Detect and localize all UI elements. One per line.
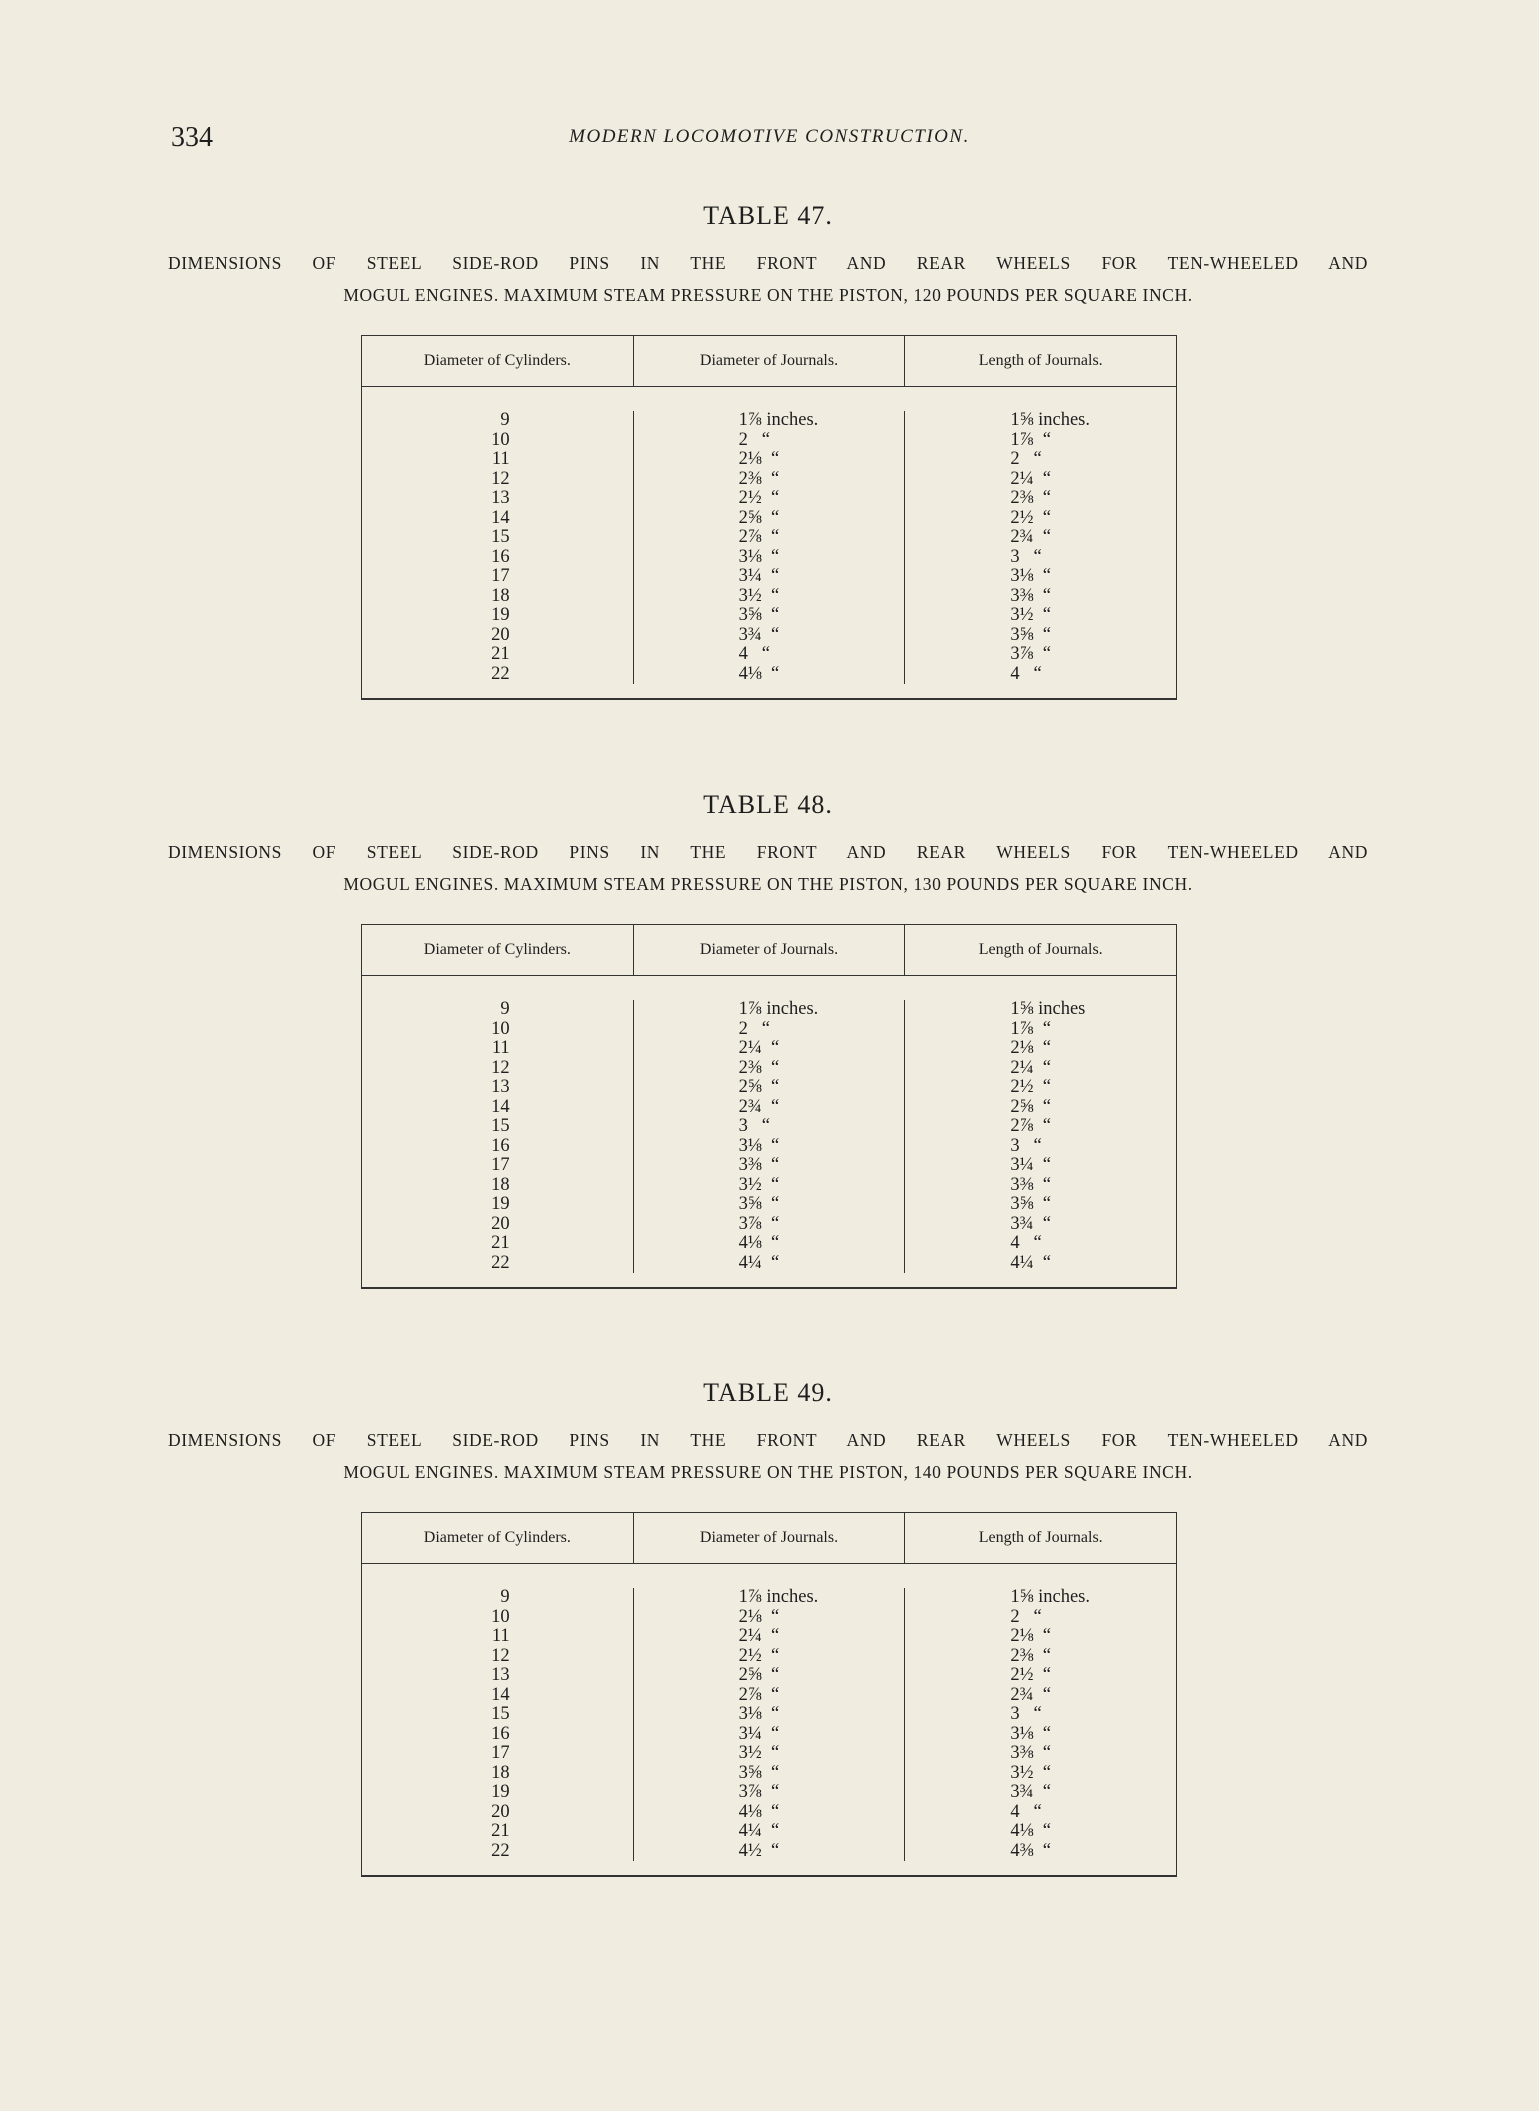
table-cell: 3⅝ “ bbox=[738, 605, 780, 625]
table-cell: 4 “ bbox=[1010, 663, 1042, 684]
table-cell: 1⅝ inches. bbox=[1010, 410, 1090, 430]
table-cell: 3 “ bbox=[1010, 546, 1042, 567]
table-cell: 2 “ bbox=[738, 1018, 771, 1039]
table-cell: 14 bbox=[491, 1684, 510, 1705]
table-cell: 19 bbox=[491, 1194, 510, 1214]
table-cell: 2¾ “ bbox=[738, 1096, 780, 1117]
table-cell: 15 bbox=[491, 527, 510, 547]
table-cell: 18 bbox=[491, 585, 510, 606]
table-cell: 17 bbox=[491, 566, 510, 586]
table-cell: 14 bbox=[491, 1096, 510, 1117]
table-cell: 3⅜ “ bbox=[1010, 585, 1051, 606]
table-cell: 10 bbox=[491, 429, 510, 450]
table-cell: 4⅛ “ bbox=[738, 663, 780, 684]
table-cell: 2⅜ “ bbox=[1010, 1645, 1051, 1666]
table-cell: 3⅛ “ bbox=[738, 546, 780, 567]
table-cell: 3 “ bbox=[1010, 1135, 1042, 1156]
table-cell: 19 bbox=[491, 605, 510, 625]
table-cell: 15 bbox=[491, 1116, 510, 1136]
table-cell: 2⅝ “ bbox=[1010, 1096, 1051, 1117]
table-cell: 12 bbox=[491, 468, 510, 489]
column-header: Diameter of Journals. bbox=[633, 1513, 905, 1563]
table-cell: 4⅜ “ bbox=[1010, 1840, 1051, 1861]
table-cell: 3⅞ “ bbox=[738, 1213, 780, 1234]
table-caption bbox=[168, 247, 1368, 311]
table-cell: 2⅛ “ bbox=[1010, 1626, 1051, 1646]
table-cell: 3½ “ bbox=[738, 585, 780, 606]
table-cell: 17 bbox=[491, 1155, 510, 1175]
table-cell: 3¼ “ bbox=[1010, 1155, 1051, 1175]
table-cell: 10 bbox=[491, 1018, 510, 1039]
table-cell: 3¼ “ bbox=[738, 1723, 780, 1744]
table-cell: 2¾ “ bbox=[1010, 527, 1051, 547]
table-cell: 1⅞ inches. bbox=[738, 999, 819, 1019]
table-cell: 21 bbox=[491, 1233, 510, 1253]
table-49 bbox=[168, 1378, 1368, 1877]
table-cell: 3⅝ “ bbox=[1010, 1194, 1051, 1214]
table-cell: 22 bbox=[491, 1840, 510, 1861]
table-caption bbox=[168, 1424, 1368, 1488]
table-cell: 15 bbox=[491, 1704, 510, 1724]
table-48 bbox=[168, 790, 1368, 1289]
table-cell: 3⅛ “ bbox=[1010, 566, 1051, 586]
cylinder-diameter-column bbox=[362, 1000, 633, 1273]
table-cell: 2⅝ “ bbox=[738, 507, 780, 528]
table-cell: 4 “ bbox=[738, 644, 771, 664]
table-cell: 3⅜ “ bbox=[1010, 1743, 1051, 1763]
cylinder-diameter-column bbox=[362, 411, 633, 684]
table-cell: 2⅝ “ bbox=[738, 1077, 780, 1097]
page-header bbox=[167, 122, 1372, 162]
table-cell: 1⅞ inches. bbox=[738, 410, 819, 430]
table-cell: 2 “ bbox=[1010, 449, 1042, 469]
table-cell: 21 bbox=[491, 1821, 510, 1841]
table-cell: 13 bbox=[491, 1665, 510, 1685]
table-cell: 2¾ “ bbox=[1010, 1684, 1051, 1705]
column-header: Diameter of Cylinders. bbox=[423, 1529, 571, 1546]
table-cell: 18 bbox=[491, 1762, 510, 1783]
running-title: MODERN LOCOMOTIVE CONSTRUCTION. bbox=[569, 126, 970, 147]
table-cell: 3⅞ “ bbox=[1010, 644, 1051, 664]
table-cell: 3⅛ “ bbox=[738, 1704, 780, 1724]
table-cell: 22 bbox=[491, 1252, 510, 1273]
table-cell: 3⅛ “ bbox=[738, 1135, 780, 1156]
table-cell: 2½ “ bbox=[1010, 1077, 1051, 1097]
column-header: Length of Journals. bbox=[904, 1513, 1176, 1563]
table-cell: 2⅜ “ bbox=[1010, 488, 1051, 508]
table-cell: 22 bbox=[491, 663, 510, 684]
table-body bbox=[362, 976, 1176, 1287]
table-cell: 20 bbox=[491, 1213, 510, 1234]
table-cell: 20 bbox=[491, 1801, 510, 1822]
table-cell: 13 bbox=[491, 1077, 510, 1097]
table-cell: 9 bbox=[500, 1587, 510, 1607]
caption-line-1: DIMENSIONS OF STEEL SIDE-ROD PINS IN THE FRONT AND REAR WHEELS FOR TEN-WHEELED AND bbox=[168, 842, 1368, 862]
table-cell: 3½ “ bbox=[1010, 1762, 1051, 1783]
table-cell: 2⅛ “ bbox=[1010, 1038, 1051, 1058]
journal-diameter-column bbox=[633, 1000, 905, 1273]
table-cell: 4⅛ “ bbox=[738, 1233, 780, 1253]
table-cell: 4¼ “ bbox=[738, 1821, 780, 1841]
table-cell: 3½ “ bbox=[738, 1743, 780, 1763]
table-cell: 3¼ “ bbox=[738, 566, 780, 586]
table-title: TABLE 47. bbox=[703, 201, 833, 230]
table-cell: 4¼ “ bbox=[738, 1252, 780, 1273]
table-cell: 3⅛ “ bbox=[1010, 1723, 1051, 1744]
journal-diameter-column bbox=[633, 411, 905, 684]
table-cell: 3⅜ “ bbox=[1010, 1174, 1051, 1195]
table-cell: 4½ “ bbox=[738, 1840, 780, 1861]
caption-line-2: MOGUL ENGINES. MAXIMUM STEAM PRESSURE ON THE PISTON, 140 POUNDS PER SQUARE INCH. bbox=[343, 1462, 1193, 1482]
table-cell: 13 bbox=[491, 488, 510, 508]
table-cell: 2⅞ “ bbox=[738, 527, 780, 547]
table-cell: 1⅞ “ bbox=[1010, 429, 1051, 450]
column-header: Length of Journals. bbox=[904, 336, 1176, 386]
table-cell: 2 “ bbox=[738, 429, 771, 450]
caption-line-2: MOGUL ENGINES. MAXIMUM STEAM PRESSURE ON THE PISTON, 120 POUNDS PER SQUARE INCH. bbox=[343, 285, 1193, 305]
journal-length-column bbox=[904, 411, 1176, 684]
table-cell: 20 bbox=[491, 624, 510, 645]
table-cell: 2¼ “ bbox=[1010, 468, 1051, 489]
table-cell: 4 “ bbox=[1010, 1801, 1042, 1822]
table-cell: 2¼ “ bbox=[1010, 1057, 1051, 1078]
table-title: TABLE 49. bbox=[703, 1378, 833, 1407]
table-caption bbox=[168, 836, 1368, 900]
table-cell: 2½ “ bbox=[1010, 1665, 1051, 1685]
table-cell: 2⅝ “ bbox=[738, 1665, 780, 1685]
table-cell: 3⅝ “ bbox=[738, 1194, 780, 1214]
table-cell: 4⅛ “ bbox=[1010, 1821, 1051, 1841]
table-cell: 2¼ “ bbox=[738, 1038, 780, 1058]
table-cell: 1⅝ inches bbox=[1010, 999, 1086, 1019]
table-cell: 2⅞ “ bbox=[1010, 1116, 1051, 1136]
table-cell: 2 “ bbox=[1010, 1606, 1042, 1627]
journal-diameter-column bbox=[633, 1588, 905, 1861]
journal-length-column bbox=[904, 1000, 1176, 1273]
table-cell: 1⅝ inches. bbox=[1010, 1587, 1090, 1607]
table-cell: 11 bbox=[491, 1038, 510, 1058]
table-cell: 14 bbox=[491, 507, 510, 528]
table-cell: 2½ “ bbox=[738, 1645, 780, 1666]
column-header: Diameter of Cylinders. bbox=[423, 352, 571, 369]
caption-line-1: DIMENSIONS OF STEEL SIDE-ROD PINS IN THE FRONT AND REAR WHEELS FOR TEN-WHEELED AND bbox=[168, 253, 1368, 273]
table-cell: 19 bbox=[491, 1782, 510, 1802]
data-table bbox=[361, 924, 1177, 1289]
journal-length-column bbox=[904, 1588, 1176, 1861]
column-header: Length of Journals. bbox=[904, 925, 1176, 975]
table-cell: 12 bbox=[491, 1645, 510, 1666]
table-cell: 3⅞ “ bbox=[738, 1782, 780, 1802]
cylinder-diameter-column bbox=[362, 1588, 633, 1861]
table-cell: 2⅜ “ bbox=[738, 468, 780, 489]
table-cell: 3¾ “ bbox=[1010, 1213, 1051, 1234]
table-cell: 16 bbox=[491, 1723, 510, 1744]
table-cell: 21 bbox=[491, 644, 510, 664]
table-title: TABLE 48. bbox=[703, 790, 833, 819]
table-cell: 9 bbox=[500, 410, 510, 430]
table-header-row bbox=[362, 1513, 1176, 1564]
table-cell: 3¾ “ bbox=[738, 624, 780, 645]
table-cell: 11 bbox=[491, 449, 510, 469]
table-cell: 3 “ bbox=[1010, 1704, 1042, 1724]
table-cell: 4⅛ “ bbox=[738, 1801, 780, 1822]
column-header: Diameter of Journals. bbox=[633, 925, 905, 975]
table-cell: 3½ “ bbox=[1010, 605, 1051, 625]
table-cell: 2⅜ “ bbox=[738, 1057, 780, 1078]
table-cell: 3⅝ “ bbox=[1010, 624, 1051, 645]
table-cell: 16 bbox=[491, 1135, 510, 1156]
table-cell: 17 bbox=[491, 1743, 510, 1763]
table-cell: 2½ “ bbox=[738, 488, 780, 508]
table-cell: 3¾ “ bbox=[1010, 1782, 1051, 1802]
caption-line-2: MOGUL ENGINES. MAXIMUM STEAM PRESSURE ON THE PISTON, 130 POUNDS PER SQUARE INCH. bbox=[343, 874, 1193, 894]
table-cell: 2½ “ bbox=[1010, 507, 1051, 528]
table-body bbox=[362, 387, 1176, 698]
column-header: Diameter of Journals. bbox=[633, 336, 905, 386]
table-cell: 4 “ bbox=[1010, 1233, 1042, 1253]
table-cell: 12 bbox=[491, 1057, 510, 1078]
table-cell: 11 bbox=[491, 1626, 510, 1646]
column-header: Diameter of Cylinders. bbox=[423, 941, 571, 958]
table-header-row bbox=[362, 336, 1176, 387]
page-number: 334 bbox=[171, 122, 213, 153]
table-header-row bbox=[362, 925, 1176, 976]
table-47 bbox=[168, 201, 1368, 700]
table-cell: 10 bbox=[491, 1606, 510, 1627]
table-cell: 2⅞ “ bbox=[738, 1684, 780, 1705]
table-cell: 3⅝ “ bbox=[738, 1762, 780, 1783]
table-cell: 18 bbox=[491, 1174, 510, 1195]
table-cell: 9 bbox=[500, 999, 510, 1019]
table-cell: 2¼ “ bbox=[738, 1626, 780, 1646]
caption-line-1: DIMENSIONS OF STEEL SIDE-ROD PINS IN THE FRONT AND REAR WHEELS FOR TEN-WHEELED AND bbox=[168, 1430, 1368, 1450]
table-cell: 1⅞ inches. bbox=[738, 1587, 819, 1607]
table-cell: 3⅜ “ bbox=[738, 1155, 780, 1175]
table-cell: 2⅛ “ bbox=[738, 1606, 780, 1627]
table-cell: 16 bbox=[491, 546, 510, 567]
table-cell: 3 “ bbox=[738, 1116, 771, 1136]
table-cell: 2⅛ “ bbox=[738, 449, 780, 469]
table-cell: 4¼ “ bbox=[1010, 1252, 1051, 1273]
data-table bbox=[361, 1512, 1177, 1877]
table-cell: 1⅞ “ bbox=[1010, 1018, 1051, 1039]
table-body bbox=[362, 1564, 1176, 1875]
data-table bbox=[361, 335, 1177, 700]
table-cell: 3½ “ bbox=[738, 1174, 780, 1195]
